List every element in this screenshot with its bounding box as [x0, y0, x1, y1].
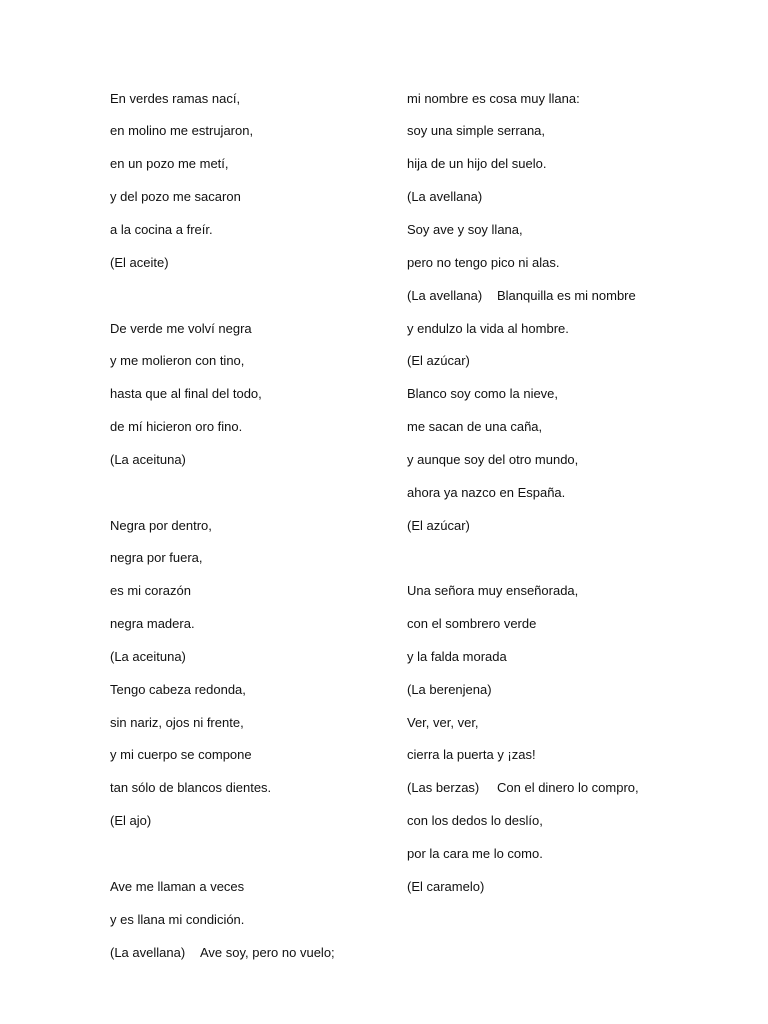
- verse-line: Ave me llaman a veces: [110, 878, 245, 894]
- verse-line: y la falda morada: [407, 648, 507, 664]
- verse-line: en un pozo me metí,: [110, 156, 229, 172]
- riddle-answer: (La aceituna): [110, 451, 186, 467]
- riddle-answer: (La avellana): [407, 189, 483, 205]
- verse-line: ahora ya nazco en España.: [407, 484, 566, 500]
- verse-line: cierra la puerta y ¡zas!: [407, 747, 536, 763]
- verse-line: por la cara me lo como.: [407, 846, 543, 861]
- riddle-answer: (El azúcar): [407, 517, 470, 533]
- verse-line: Una señora muy enseñorada,: [407, 583, 579, 599]
- verse-line: y me molieron con tino,: [110, 353, 245, 369]
- verse-line: y mi cuerpo se compone: [110, 747, 252, 763]
- verse-line: negra madera.: [110, 616, 195, 632]
- riddle-answer: (Las berzas): [407, 780, 480, 796]
- verse-line: con el sombrero verde: [407, 616, 537, 632]
- verse-line: De verde me volví negra: [110, 320, 252, 336]
- riddle-answer: (El ajo): [110, 813, 152, 829]
- verse-line: y aunque soy del otro mundo,: [407, 451, 579, 467]
- verse-line: a la cocina a freír.: [110, 221, 213, 237]
- verse-line: en molino me estrujaron,: [110, 123, 254, 139]
- right-column: [407, 83, 747, 904]
- verse-line: hasta que al final del todo,: [110, 386, 262, 402]
- left-column: [110, 83, 400, 970]
- verse-line: Negra por dentro,: [110, 517, 212, 533]
- verse-line: Tengo cabeza redonda,: [110, 681, 246, 697]
- verse-line: y del pozo me sacaron: [110, 189, 241, 205]
- verse-line: En verdes ramas nací,: [110, 90, 241, 106]
- riddle-answer: (La avellana): [407, 287, 483, 303]
- verse-line: Blanquilla es mi nombre: [497, 287, 636, 303]
- verse-line: es mi corazón: [110, 583, 191, 599]
- riddle-answer: (El aceite): [110, 254, 169, 270]
- verse-line: Soy ave y soy llana,: [407, 221, 523, 237]
- verse-line: Con el dinero lo compro,: [497, 780, 639, 796]
- verse-line: tan sólo de blancos dientes.: [110, 780, 272, 796]
- text-row: [407, 280, 747, 313]
- verse-line: de mí hicieron oro fino.: [110, 419, 243, 435]
- riddle-answer: (La aceituna): [110, 648, 186, 664]
- verse-line: con los dedos lo deslío,: [407, 813, 543, 829]
- verse-line: Blanco soy como la nieve,: [407, 386, 559, 402]
- riddle-answer: (El caramelo): [407, 878, 485, 894]
- verse-line: Ver, ver, ver,: [407, 714, 479, 730]
- verse-line: sin nariz, ojos ni frente,: [110, 714, 244, 730]
- riddle-answer: (El azúcar): [407, 353, 470, 369]
- riddle-answer: (La berenjena): [407, 681, 492, 697]
- verse-line: pero no tengo pico ni alas.: [407, 254, 560, 270]
- verse-line: Ave soy, pero no vuelo;: [200, 944, 335, 960]
- verse-line: mi nombre es cosa muy llana:: [407, 90, 580, 106]
- verse-line: soy una simple serrana,: [407, 123, 546, 139]
- stanza-gap: [110, 280, 400, 313]
- verse-line: y es llana mi condición.: [110, 911, 245, 927]
- text-row: [110, 937, 400, 970]
- verse-line: me sacan de una caña,: [407, 419, 543, 435]
- verse-line: negra por fuera,: [110, 550, 203, 566]
- verse-line: hija de un hijo del suelo.: [407, 156, 547, 172]
- stanza-gap: [110, 477, 400, 510]
- verse-line: y endulzo la vida al hombre.: [407, 320, 569, 336]
- stanza-gap: [110, 838, 400, 871]
- stanza-gap: [407, 542, 747, 575]
- text-row: [407, 772, 747, 805]
- riddle-answer: (La avellana): [110, 944, 186, 960]
